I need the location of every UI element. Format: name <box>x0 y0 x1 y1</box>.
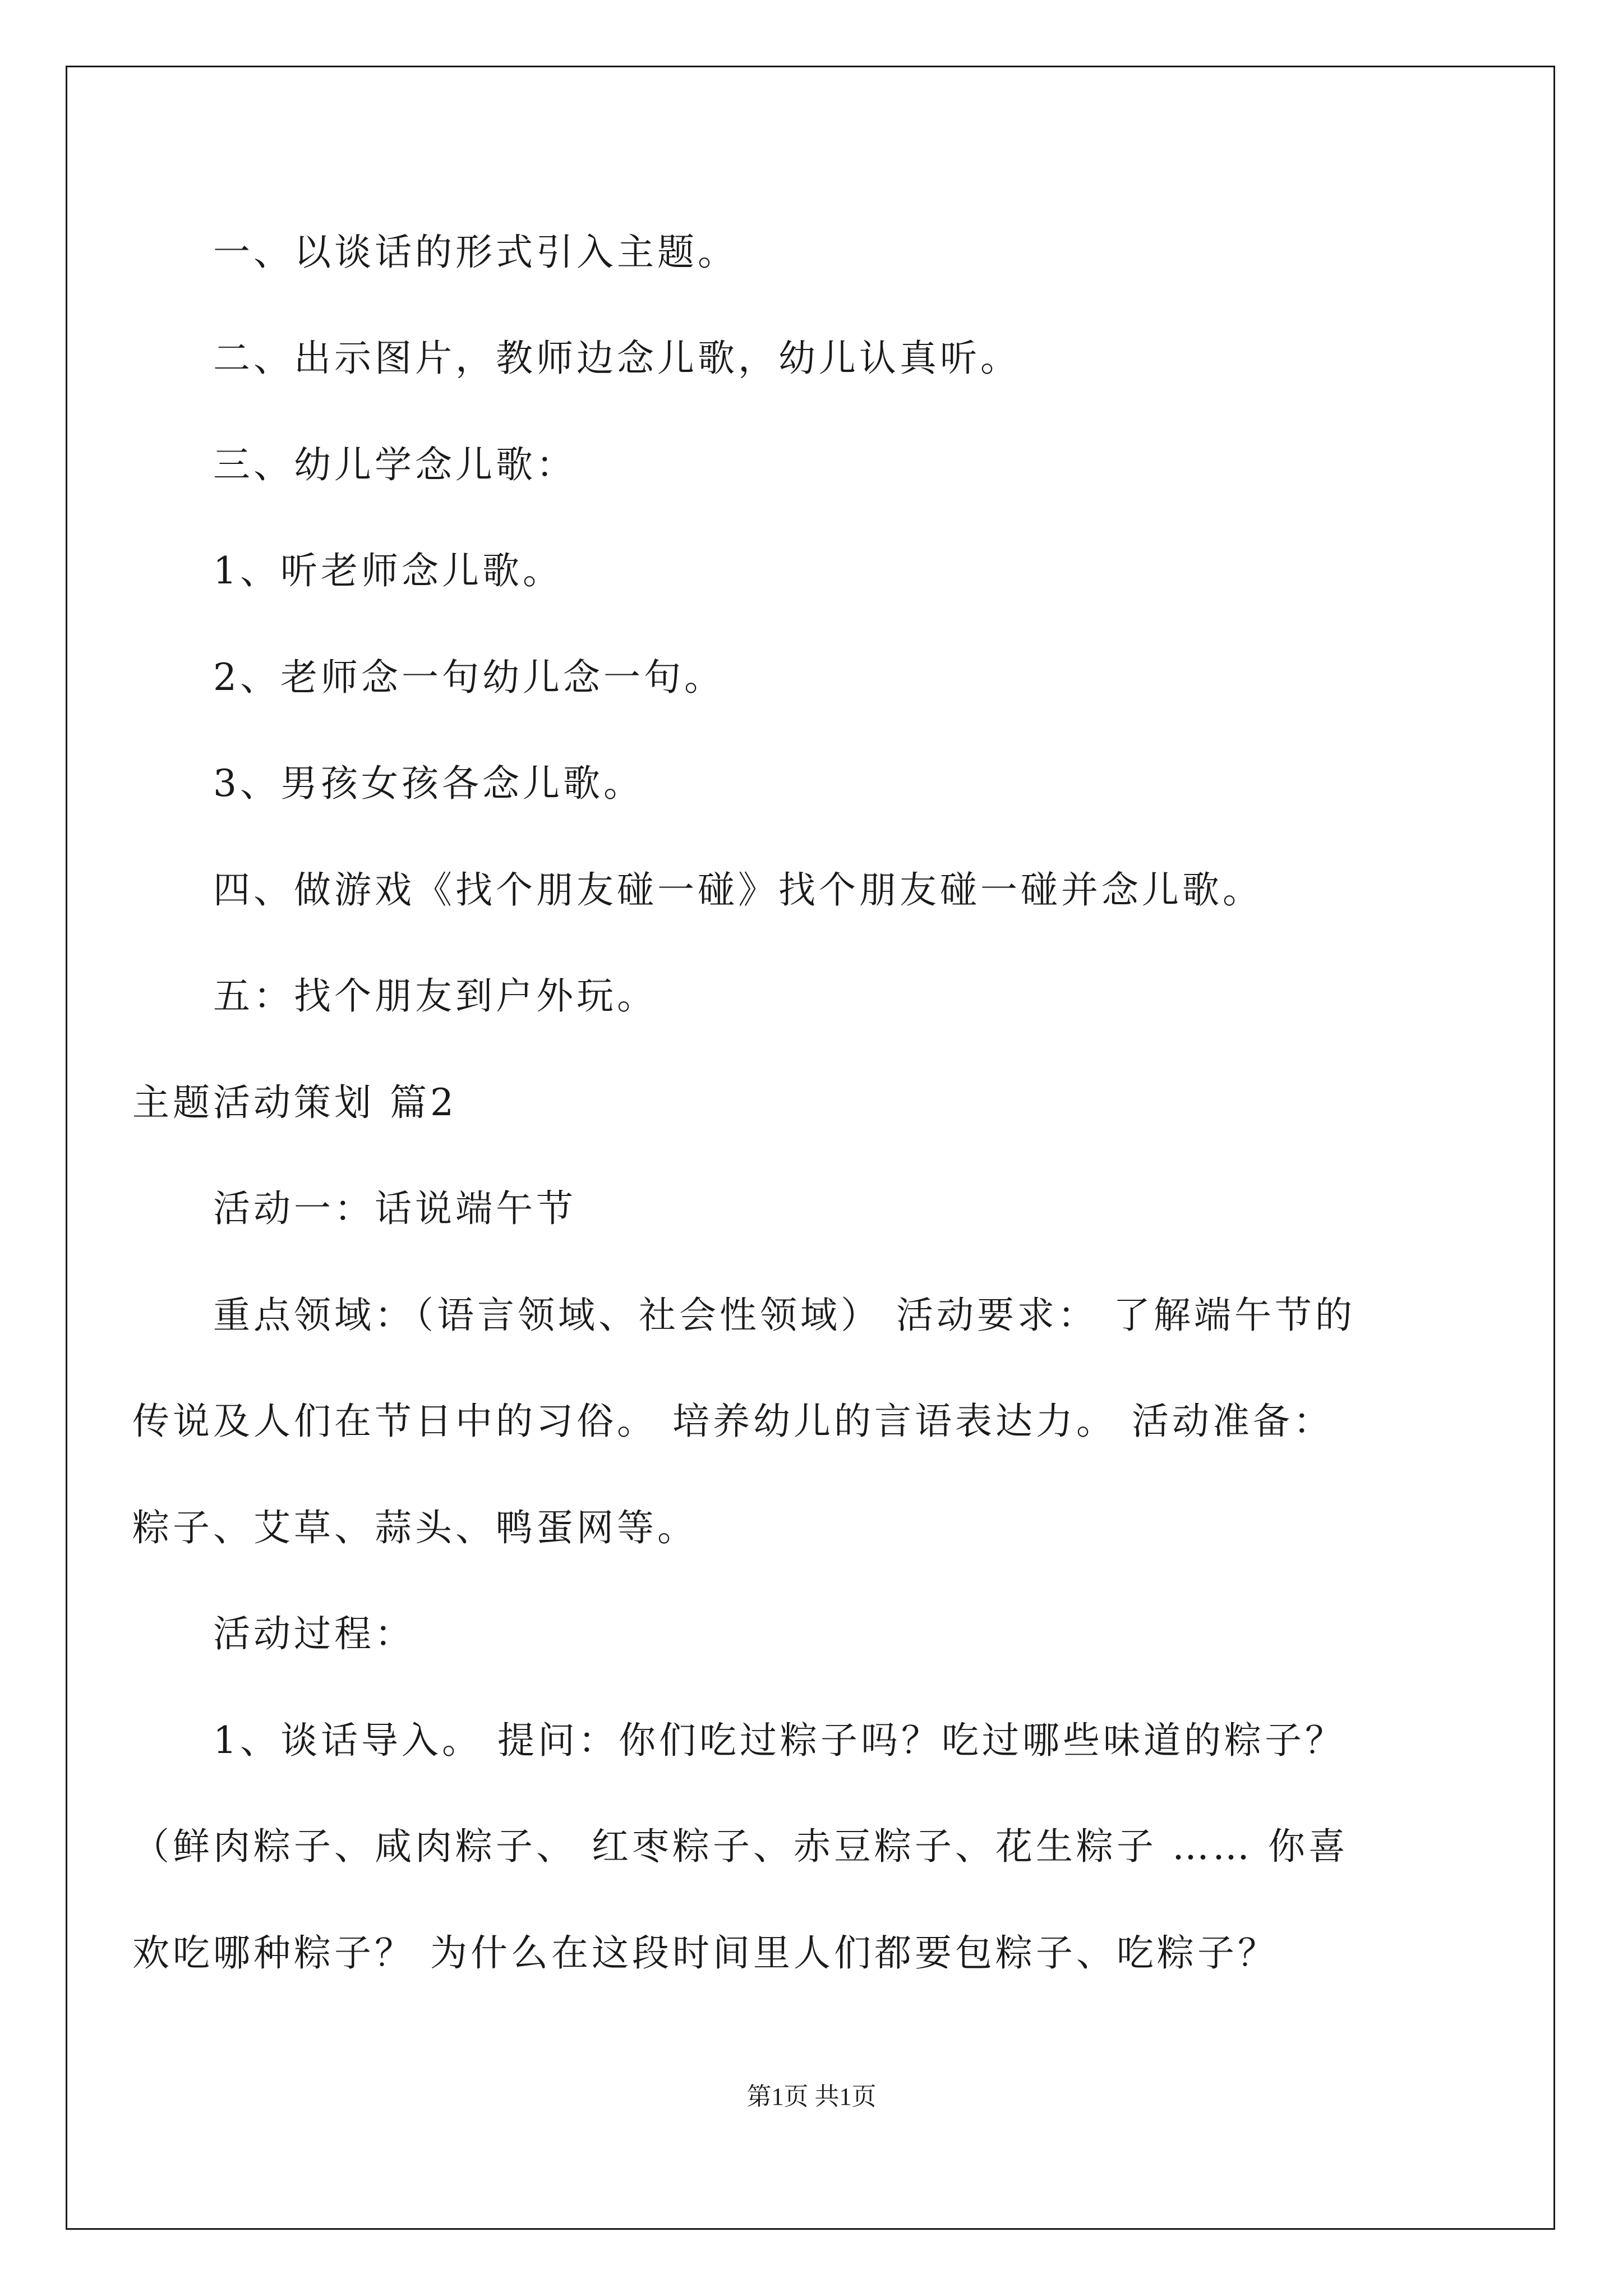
paragraph-line: 1、听老师念儿歌。 <box>213 549 563 592</box>
paragraph-line: （鲜肉粽子、咸肉粽子、 红枣粽子、赤豆粽子、花生粽子 …… 你喜 <box>132 1825 1349 1868</box>
paragraph-line: 欢吃哪种粽子？ 为什么在这段时间里人们都要包粽子、吃粽子？ <box>132 1931 1278 1975</box>
paragraph-line: 3、男孩女孩各念儿歌。 <box>213 762 644 805</box>
paragraph-line: 2、老师念一句幼儿念一句。 <box>213 656 725 699</box>
page-frame <box>66 66 1555 2230</box>
paragraph-line: 二、出示图片，教师边念儿歌，幼儿认真听。 <box>213 337 1021 380</box>
paragraph-line: 四、做游戏《找个朋友碰一碰》找个朋友碰一碰并念儿歌。 <box>213 868 1263 912</box>
section-heading: 主题活动策划 篇2 <box>132 1081 457 1124</box>
paragraph-line: 活动过程： <box>213 1612 415 1655</box>
paragraph-line: 活动一：话说端午节 <box>213 1187 577 1230</box>
page-footer: 第1页 共1页 <box>746 2083 877 2110</box>
paragraph-line: 粽子、艾草、蒜头、鸭蛋网等。 <box>132 1506 698 1549</box>
paragraph-line: 五：找个朋友到户外玩。 <box>213 974 657 1018</box>
paragraph-line: 重点领域：（语言领域、社会性领域） 活动要求： 了解端午节的 <box>213 1294 1355 1337</box>
paragraph-line: 传说及人们在节日中的习俗。 培养幼儿的言语表达力。 活动准备： <box>132 1400 1334 1443</box>
paragraph-line: 三、幼儿学念儿歌： <box>213 443 577 486</box>
paragraph-line: 一、以谈话的形式引入主题。 <box>213 231 738 274</box>
paragraph-line: 1、谈话导入。 提问：你们吃过粽子吗？吃过哪些味道的粽子？ <box>213 1719 1345 1762</box>
